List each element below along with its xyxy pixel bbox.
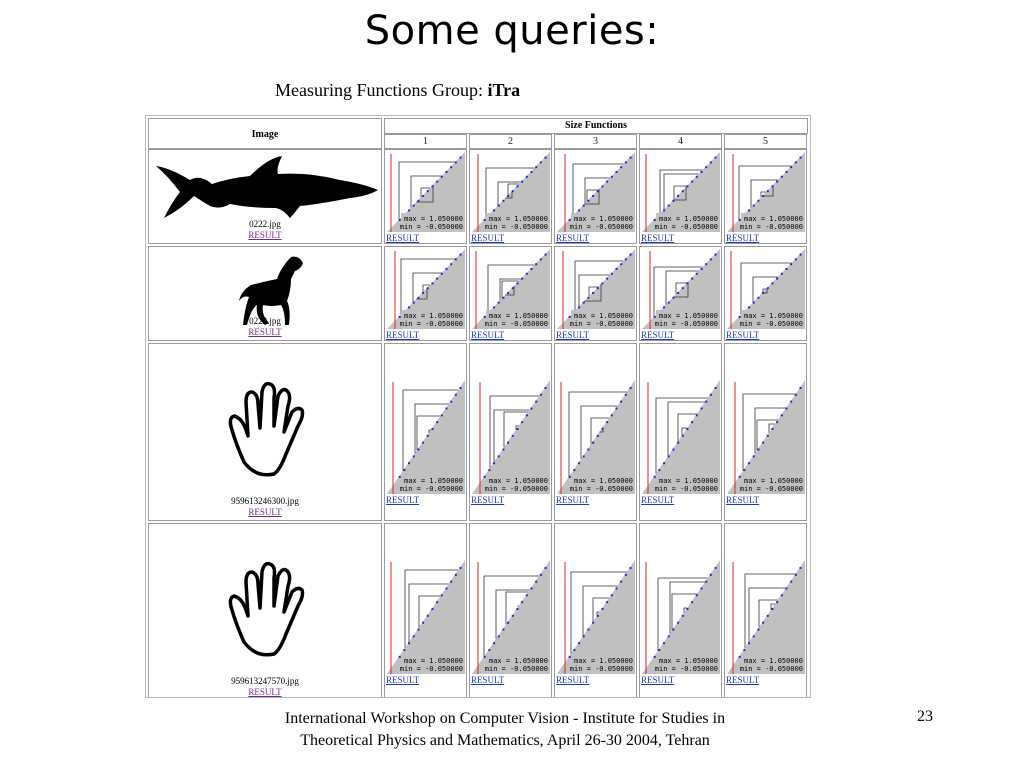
size-function-plot bbox=[642, 249, 720, 329]
slide-footer bbox=[200, 708, 810, 752]
svg-text:min = -0.050000: min = -0.050000 bbox=[654, 665, 718, 673]
size-function-plot bbox=[727, 249, 805, 329]
svg-text:max = 1.050000: max = 1.050000 bbox=[658, 477, 718, 485]
plot-result-link[interactable]: RESULT bbox=[641, 233, 675, 243]
size-function-plot bbox=[727, 380, 805, 494]
image-result-link[interactable]: RESULT bbox=[248, 327, 282, 337]
size-function-plot bbox=[727, 152, 805, 232]
size-function-plot bbox=[557, 152, 635, 232]
size-function-cell bbox=[554, 246, 637, 341]
svg-text:max = 1.050000: max = 1.050000 bbox=[403, 215, 463, 223]
size-function-plot bbox=[472, 249, 550, 329]
svg-text:max = 1.050000: max = 1.050000 bbox=[743, 215, 803, 223]
image-cell bbox=[148, 246, 382, 341]
plot-result-link[interactable]: RESULT bbox=[386, 233, 420, 243]
svg-text:max = 1.050000: max = 1.050000 bbox=[658, 312, 718, 320]
size-function-plot bbox=[557, 249, 635, 329]
size-function-plot bbox=[727, 560, 805, 674]
svg-text:max = 1.050000: max = 1.050000 bbox=[573, 215, 633, 223]
image-result-link[interactable]: RESULT bbox=[248, 230, 282, 240]
size-function-cell bbox=[469, 246, 552, 341]
plot-result-link[interactable]: RESULT bbox=[641, 330, 675, 340]
plot-result-link[interactable]: RESULT bbox=[556, 330, 590, 340]
svg-text:min = -0.050000: min = -0.050000 bbox=[654, 485, 718, 493]
size-function-cell bbox=[724, 149, 807, 244]
svg-text:min = -0.050000: min = -0.050000 bbox=[739, 223, 803, 231]
column-number-5: 5 bbox=[724, 134, 807, 149]
svg-text:min = -0.050000: min = -0.050000 bbox=[399, 485, 463, 493]
size-function-cell bbox=[469, 343, 552, 521]
svg-text:max = 1.050000: max = 1.050000 bbox=[488, 312, 548, 320]
footer-line-1: International Workshop on Computer Vision - Institute for Studies in bbox=[284, 710, 726, 727]
svg-text:max = 1.050000: max = 1.050000 bbox=[658, 215, 718, 223]
size-functions-header: Size Functions bbox=[384, 118, 808, 134]
size-function-plot bbox=[642, 152, 720, 232]
size-function-plot bbox=[557, 560, 635, 674]
column-number-4: 4 bbox=[639, 134, 722, 149]
plot-result-link[interactable]: RESULT bbox=[386, 675, 420, 685]
size-function-plot bbox=[642, 560, 720, 674]
plot-result-link[interactable]: RESULT bbox=[471, 675, 505, 685]
plot-result-link[interactable]: RESULT bbox=[556, 675, 590, 685]
svg-text:min = -0.050000: min = -0.050000 bbox=[569, 223, 633, 231]
slide-title: Some queries: bbox=[364, 8, 660, 54]
image-cell bbox=[148, 149, 382, 244]
size-function-plot bbox=[387, 560, 465, 674]
svg-text:max = 1.050000: max = 1.050000 bbox=[658, 657, 718, 665]
svg-text:min = -0.050000: min = -0.050000 bbox=[569, 485, 633, 493]
size-function-cell bbox=[724, 343, 807, 521]
svg-text:min = -0.050000: min = -0.050000 bbox=[399, 223, 463, 231]
image-filename: 959613246300.jpg bbox=[231, 496, 299, 506]
image-column-header: Image bbox=[148, 118, 382, 149]
size-function-cell bbox=[554, 149, 637, 244]
size-function-plot bbox=[557, 380, 635, 494]
svg-text:max = 1.050000: max = 1.050000 bbox=[573, 657, 633, 665]
plot-result-link[interactable]: RESULT bbox=[471, 233, 505, 243]
svg-text:min = -0.050000: min = -0.050000 bbox=[484, 320, 548, 328]
size-function-plot bbox=[387, 152, 465, 232]
size-function-cell bbox=[724, 246, 807, 341]
column-number-3: 3 bbox=[554, 134, 637, 149]
svg-text:min = -0.050000: min = -0.050000 bbox=[484, 223, 548, 231]
plot-result-link[interactable]: RESULT bbox=[726, 330, 760, 340]
svg-text:max = 1.050000: max = 1.050000 bbox=[488, 477, 548, 485]
svg-text:min = -0.050000: min = -0.050000 bbox=[739, 665, 803, 673]
size-function-cell bbox=[554, 343, 637, 521]
svg-text:min = -0.050000: min = -0.050000 bbox=[739, 485, 803, 493]
svg-text:max = 1.050000: max = 1.050000 bbox=[573, 312, 633, 320]
image-cell bbox=[148, 523, 382, 698]
table-heading bbox=[275, 80, 520, 101]
footer-line-2: Theoretical Physics and Mathematics, April 26-30 2004, Tehran bbox=[300, 732, 710, 749]
plot-result-link[interactable]: RESULT bbox=[641, 675, 675, 685]
hand-image bbox=[224, 558, 308, 662]
svg-text:max = 1.050000: max = 1.050000 bbox=[488, 215, 548, 223]
column-number-2: 2 bbox=[469, 134, 552, 149]
svg-text:min = -0.050000: min = -0.050000 bbox=[569, 320, 633, 328]
size-function-cell bbox=[469, 523, 552, 698]
size-function-plot bbox=[387, 380, 465, 494]
heading-group-name: iTra bbox=[487, 80, 521, 100]
svg-text:min = -0.050000: min = -0.050000 bbox=[739, 320, 803, 328]
plot-result-link[interactable]: RESULT bbox=[386, 495, 420, 505]
svg-text:min = -0.050000: min = -0.050000 bbox=[484, 485, 548, 493]
size-function-plot bbox=[472, 152, 550, 232]
size-function-plot bbox=[642, 380, 720, 494]
svg-text:max = 1.050000: max = 1.050000 bbox=[403, 477, 463, 485]
column-number-1: 1 bbox=[384, 134, 467, 149]
image-result-link[interactable]: RESULT bbox=[248, 507, 282, 517]
size-function-cell bbox=[384, 246, 467, 341]
svg-text:min = -0.050000: min = -0.050000 bbox=[399, 320, 463, 328]
size-function-cell bbox=[554, 523, 637, 698]
svg-text:min = -0.050000: min = -0.050000 bbox=[484, 665, 548, 673]
size-function-cell bbox=[384, 523, 467, 698]
image-cell bbox=[148, 343, 382, 521]
size-function-plot bbox=[472, 380, 550, 494]
svg-text:min = -0.050000: min = -0.050000 bbox=[569, 665, 633, 673]
hand-image bbox=[224, 378, 308, 482]
plot-result-link[interactable]: RESULT bbox=[471, 330, 505, 340]
svg-text:min = -0.050000: min = -0.050000 bbox=[654, 320, 718, 328]
svg-text:max = 1.050000: max = 1.050000 bbox=[403, 312, 463, 320]
image-filename: 0223.jpg bbox=[249, 316, 281, 326]
size-function-cell bbox=[724, 523, 807, 698]
image-filename: 0222.jpg bbox=[249, 219, 281, 229]
plot-result-link[interactable]: RESULT bbox=[726, 675, 760, 685]
plot-result-link[interactable]: RESULT bbox=[556, 495, 590, 505]
size-function-cell bbox=[639, 523, 722, 698]
plot-result-link[interactable]: RESULT bbox=[726, 495, 760, 505]
size-function-cell bbox=[639, 149, 722, 244]
size-functions-table bbox=[145, 115, 811, 698]
page-number: 23 bbox=[917, 708, 933, 725]
size-function-plot bbox=[472, 560, 550, 674]
heading-prefix: Measuring Functions Group: bbox=[275, 80, 488, 100]
size-function-cell bbox=[469, 149, 552, 244]
image-result-link[interactable]: RESULT bbox=[248, 687, 282, 697]
size-function-cell bbox=[639, 246, 722, 341]
svg-text:max = 1.050000: max = 1.050000 bbox=[403, 657, 463, 665]
size-function-cell bbox=[639, 343, 722, 521]
svg-text:max = 1.050000: max = 1.050000 bbox=[743, 312, 803, 320]
size-function-plot bbox=[387, 249, 465, 329]
plot-result-link[interactable]: RESULT bbox=[641, 495, 675, 505]
svg-text:max = 1.050000: max = 1.050000 bbox=[573, 477, 633, 485]
plot-result-link[interactable]: RESULT bbox=[386, 330, 420, 340]
image-filename: 959613247570.jpg bbox=[231, 676, 299, 686]
svg-text:max = 1.050000: max = 1.050000 bbox=[743, 657, 803, 665]
size-function-cell bbox=[384, 149, 467, 244]
svg-text:max = 1.050000: max = 1.050000 bbox=[743, 477, 803, 485]
plot-result-link[interactable]: RESULT bbox=[726, 233, 760, 243]
svg-text:max = 1.050000: max = 1.050000 bbox=[488, 657, 548, 665]
size-function-cell bbox=[384, 343, 467, 521]
svg-text:min = -0.050000: min = -0.050000 bbox=[654, 223, 718, 231]
plot-result-link[interactable]: RESULT bbox=[556, 233, 590, 243]
plot-result-link[interactable]: RESULT bbox=[471, 495, 505, 505]
svg-text:min = -0.050000: min = -0.050000 bbox=[399, 665, 463, 673]
